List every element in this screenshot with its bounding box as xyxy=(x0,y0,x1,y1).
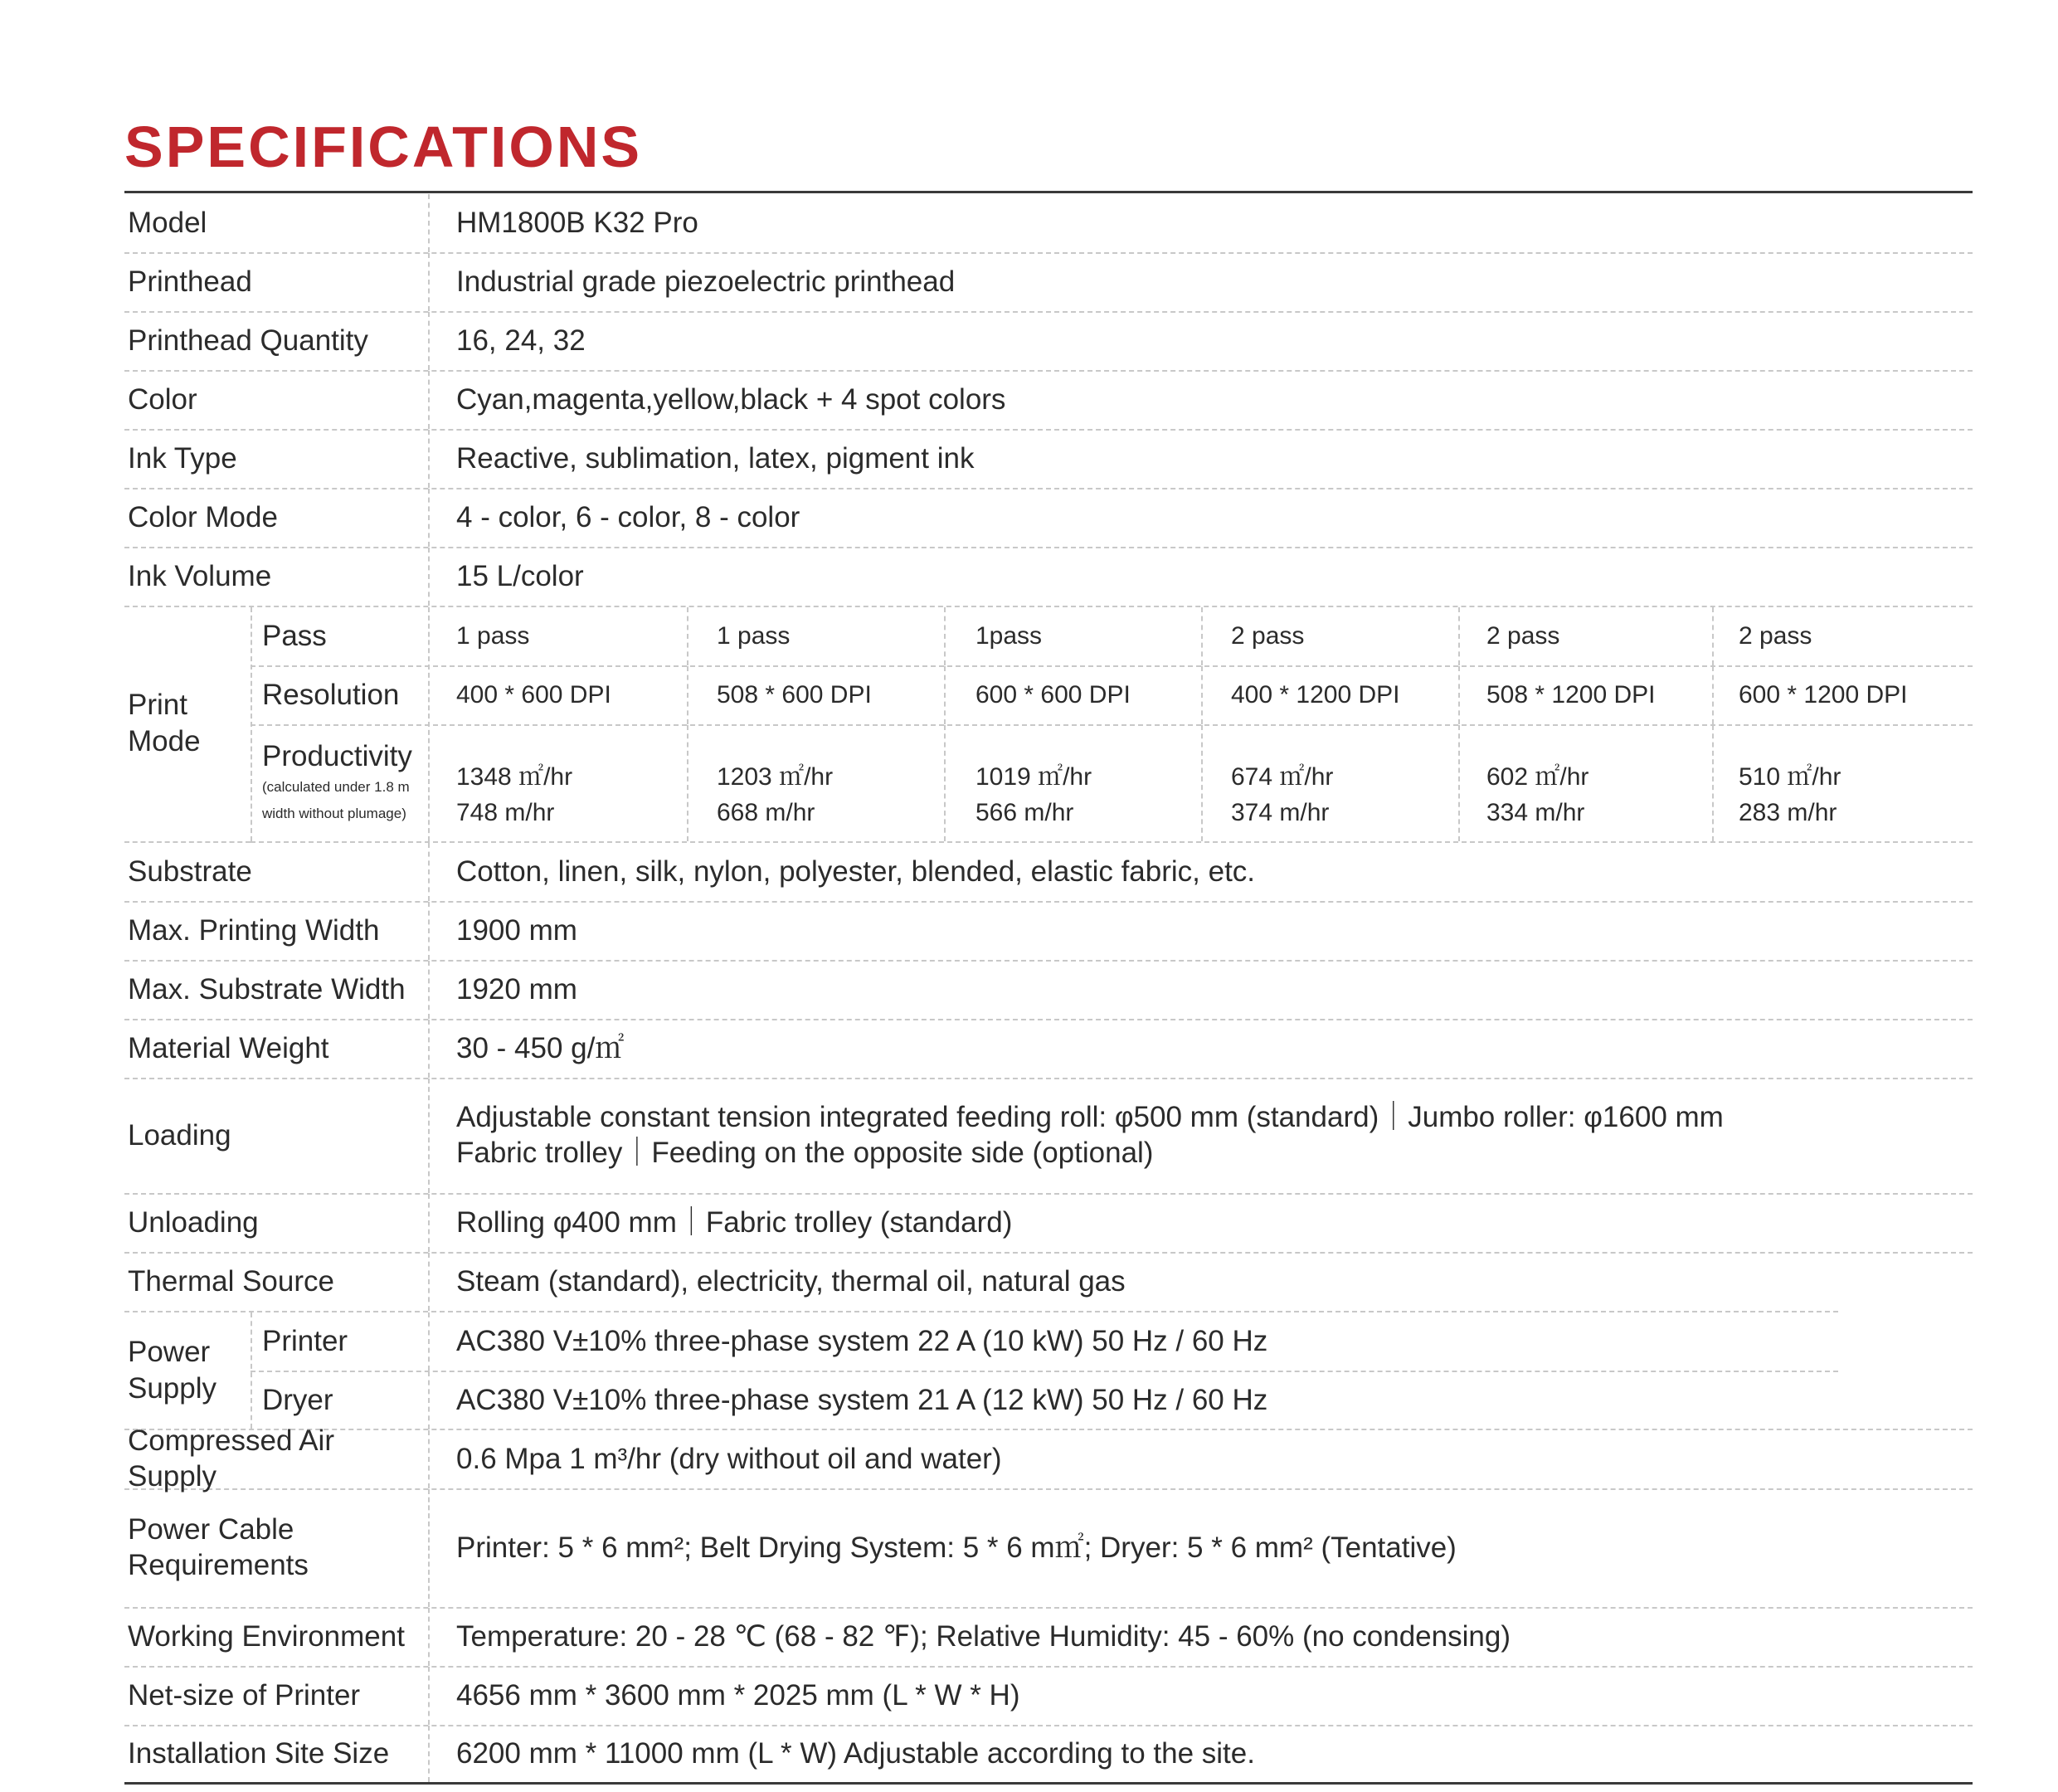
power-dryer-value: AC380 V±10% three-phase system 21 A (12 kW) 50 Hz / 60 Hz xyxy=(456,1384,1268,1416)
spec-row-thermal-source xyxy=(124,1253,1973,1311)
loading-line1: Adjustable constant tension integrated feeding roll: φ500 mm (standard)｜Jumbo roller: φ1600 mm xyxy=(456,1101,1724,1134)
resolution-value: 400 * 1200 DPI xyxy=(1231,681,1400,709)
productivity-label-block xyxy=(262,725,412,841)
column-divider xyxy=(428,1253,430,1311)
spec-row-printhead xyxy=(124,253,1973,313)
spec-value: Steam (standard), electricity, thermal oil, natural gas xyxy=(456,1264,1126,1298)
column-divider xyxy=(428,430,430,488)
productivity-value xyxy=(1231,725,1333,853)
spec-row-material-weight xyxy=(124,1020,1973,1079)
spec-value: 1920 mm xyxy=(456,972,577,1006)
productivity-area: 510 ㎡/hr xyxy=(1739,762,1841,791)
spec-label: Printhead xyxy=(128,265,252,298)
column-divider xyxy=(1458,725,1460,841)
productivity-label: Productivity xyxy=(262,739,412,772)
column-divider xyxy=(1712,666,1714,724)
productivity-length: 668 m/hr xyxy=(717,799,815,826)
column-divider xyxy=(428,1608,430,1666)
resolution-value: 600 * 600 DPI xyxy=(975,681,1131,709)
column-divider xyxy=(428,1489,430,1607)
pass-value: 2 pass xyxy=(1231,622,1305,650)
pass-value: 2 pass xyxy=(1739,622,1812,650)
spec-label: Ink Type xyxy=(128,441,237,475)
column-divider xyxy=(1201,666,1203,724)
column-divider xyxy=(428,1667,430,1725)
spec-label: Max. Printing Width xyxy=(128,913,380,947)
spec-row-color xyxy=(124,371,1973,431)
spec-label: Color xyxy=(128,382,197,416)
column-divider xyxy=(428,843,430,901)
column-divider xyxy=(1712,607,1714,665)
spec-value: Temperature: 20 - 28 ℃ (68 - 82 ℉); Relative Humidity: 45 - 60% (no condensing) xyxy=(456,1619,1511,1653)
spec-value: 6200 mm * 11000 mm (L * W) Adjustable according to the site. xyxy=(456,1736,1255,1770)
column-divider xyxy=(428,253,430,311)
power-printer-label: Printer xyxy=(262,1325,348,1357)
spec-label: Loading xyxy=(128,1118,231,1152)
spec-row-max-printing-width xyxy=(124,902,1973,962)
spec-label: Ink Volume xyxy=(128,559,272,592)
column-divider xyxy=(1201,607,1203,665)
resolution-value: 508 * 1200 DPI xyxy=(1486,681,1656,709)
column-divider xyxy=(428,548,430,606)
spec-row-loading xyxy=(124,1079,1973,1195)
productivity-value xyxy=(975,725,1092,853)
column-divider xyxy=(428,902,430,960)
spec-label: Thermal Source xyxy=(128,1264,334,1298)
column-divider xyxy=(944,666,946,724)
power-supply-label-line1: Power xyxy=(128,1336,211,1369)
power-cable-label-line2: Requirements xyxy=(128,1549,309,1581)
productivity-note: (calculated under 1.8 m xyxy=(262,778,410,795)
column-divider xyxy=(428,312,430,370)
column-divider xyxy=(1458,607,1460,665)
column-divider xyxy=(428,194,430,252)
productivity-length: 748 m/hr xyxy=(456,799,555,826)
spec-value: 1900 mm xyxy=(456,913,577,947)
power-supply-label xyxy=(128,1312,217,1429)
productivity-area: 1019 ㎡/hr xyxy=(975,762,1092,791)
resolution-label: Resolution xyxy=(262,678,400,711)
spec-value: Cotton, linen, silk, nylon, polyester, blended, elastic fabric, etc. xyxy=(456,855,1256,888)
spec-label: Installation Site Size xyxy=(128,1736,390,1770)
column-divider xyxy=(428,489,430,547)
spec-value: 4656 mm * 3600 mm * 2025 mm (L * W * H) xyxy=(456,1678,1020,1712)
loading-line2: Fabric trolley｜Feeding on the opposite side (optional) xyxy=(456,1137,1154,1169)
spec-label: Material Weight xyxy=(128,1031,329,1064)
productivity-note: width without plumage) xyxy=(262,806,406,821)
productivity-value xyxy=(456,725,572,853)
spec-value: 0.6 Mpa 1 m³/hr (dry without oil and water) xyxy=(456,1442,1002,1475)
print-mode-productivity-row xyxy=(251,725,1973,843)
spec-label: Printhead Quantity xyxy=(128,324,368,357)
spec-row-color-mode xyxy=(124,489,1973,548)
column-divider xyxy=(944,607,946,665)
column-divider xyxy=(428,1312,430,1371)
print-mode-label xyxy=(128,607,201,840)
spec-value: 16, 24, 32 xyxy=(456,324,586,357)
productivity-length: 283 m/hr xyxy=(1739,799,1837,826)
print-mode-label-line1: Print xyxy=(128,689,187,722)
spec-label: Compressed Air Supply xyxy=(128,1424,334,1493)
print-mode-label-line2: Mode xyxy=(128,725,201,757)
spec-row-unloading xyxy=(124,1194,1973,1254)
spec-value: Industrial grade piezoelectric printhead xyxy=(456,265,956,298)
spec-value: Reactive, sublimation, latex, pigment ink xyxy=(456,441,975,475)
power-cable-label-line1: Power Cable xyxy=(128,1513,294,1546)
productivity-area: 602 ㎡/hr xyxy=(1486,762,1589,791)
column-divider xyxy=(944,725,946,841)
pass-value: 1pass xyxy=(975,622,1043,650)
spec-value: 15 L/color xyxy=(456,559,584,592)
power-dryer-label: Dryer xyxy=(262,1384,333,1416)
print-mode-pass-row xyxy=(251,607,1973,667)
spec-row-ink-volume xyxy=(124,548,1973,607)
column-divider xyxy=(428,371,430,429)
power-supply-dryer-row xyxy=(251,1371,1838,1429)
spec-row-compressed-air xyxy=(124,1424,1973,1493)
spec-label xyxy=(128,1489,426,1607)
column-divider xyxy=(428,1726,430,1782)
productivity-length: 566 m/hr xyxy=(975,799,1074,826)
column-divider xyxy=(428,961,430,1019)
column-divider xyxy=(687,666,688,724)
column-divider xyxy=(428,1194,430,1252)
spec-value: 30 - 450 g/㎡ xyxy=(456,1031,625,1064)
print-mode-resolution-row xyxy=(251,666,1973,726)
spec-row-max-substrate-width xyxy=(124,961,1973,1020)
productivity-area: 1203 ㎡/hr xyxy=(717,762,834,791)
spec-row-installation-site xyxy=(124,1726,1973,1782)
spec-row-model xyxy=(124,194,1973,254)
column-divider xyxy=(1458,666,1460,724)
power-printer-value: AC380 V±10% three-phase system 22 A (10 kW) 50 Hz / 60 Hz xyxy=(456,1325,1268,1357)
pass-value: 1 pass xyxy=(456,622,530,650)
resolution-value: 600 * 1200 DPI xyxy=(1739,681,1908,709)
productivity-length: 334 m/hr xyxy=(1486,799,1585,826)
spec-label: Max. Substrate Width xyxy=(128,972,406,1006)
spec-value xyxy=(456,1079,1973,1193)
spec-value: 4 - color, 6 - color, 8 - color xyxy=(456,500,800,533)
productivity-value xyxy=(1486,725,1589,853)
power-supply-label-line2: Supply xyxy=(128,1372,217,1405)
spec-value: HM1800B K32 Pro xyxy=(456,206,698,239)
column-divider xyxy=(428,1430,430,1488)
productivity-area: 1348 ㎡/hr xyxy=(456,762,573,791)
spec-row-working-environment xyxy=(124,1608,1973,1668)
page-title: SPECIFICATIONS xyxy=(124,114,643,179)
column-divider xyxy=(687,607,688,665)
top-divider xyxy=(124,191,1973,193)
column-divider xyxy=(428,1079,430,1193)
spec-row-power-cable xyxy=(124,1489,1973,1609)
column-divider xyxy=(687,725,688,841)
productivity-value xyxy=(1739,725,1841,853)
column-divider xyxy=(1201,725,1203,841)
spec-label: Color Mode xyxy=(128,500,278,533)
spec-label: Working Environment xyxy=(128,1619,405,1653)
spec-value: Printer: 5 * 6 mm²; Belt Drying System: 5 * 6 m㎡; Dryer: 5 * 6 mm² (Tentative) xyxy=(456,1531,1457,1564)
pass-label: Pass xyxy=(262,619,327,652)
spec-value: Cyan,magenta,yellow,black + 4 spot colors xyxy=(456,382,1006,416)
spec-row-ink-type xyxy=(124,430,1973,489)
pass-value: 1 pass xyxy=(717,622,791,650)
spec-row-substrate xyxy=(124,843,1973,903)
bottom-divider xyxy=(124,1782,1973,1785)
spec-value: Rolling φ400 mm｜Fabric trolley (standard) xyxy=(456,1205,1013,1239)
productivity-length: 374 m/hr xyxy=(1231,799,1330,826)
productivity-area: 674 ㎡/hr xyxy=(1231,762,1334,791)
spec-label: Model xyxy=(128,206,207,239)
spec-label: Unloading xyxy=(128,1205,259,1239)
pass-value: 2 pass xyxy=(1486,622,1560,650)
spec-row-printhead-quantity xyxy=(124,312,1973,372)
column-divider xyxy=(428,1020,430,1078)
column-divider xyxy=(1712,725,1714,841)
spec-label: Substrate xyxy=(128,855,252,888)
resolution-value: 508 * 600 DPI xyxy=(717,681,872,709)
spec-label: Net-size of Printer xyxy=(128,1678,361,1712)
resolution-value: 400 * 600 DPI xyxy=(456,681,611,709)
productivity-value xyxy=(717,725,833,853)
spec-row-net-size xyxy=(124,1667,1973,1726)
power-supply-printer-row xyxy=(251,1312,1838,1372)
column-divider xyxy=(428,1371,430,1429)
